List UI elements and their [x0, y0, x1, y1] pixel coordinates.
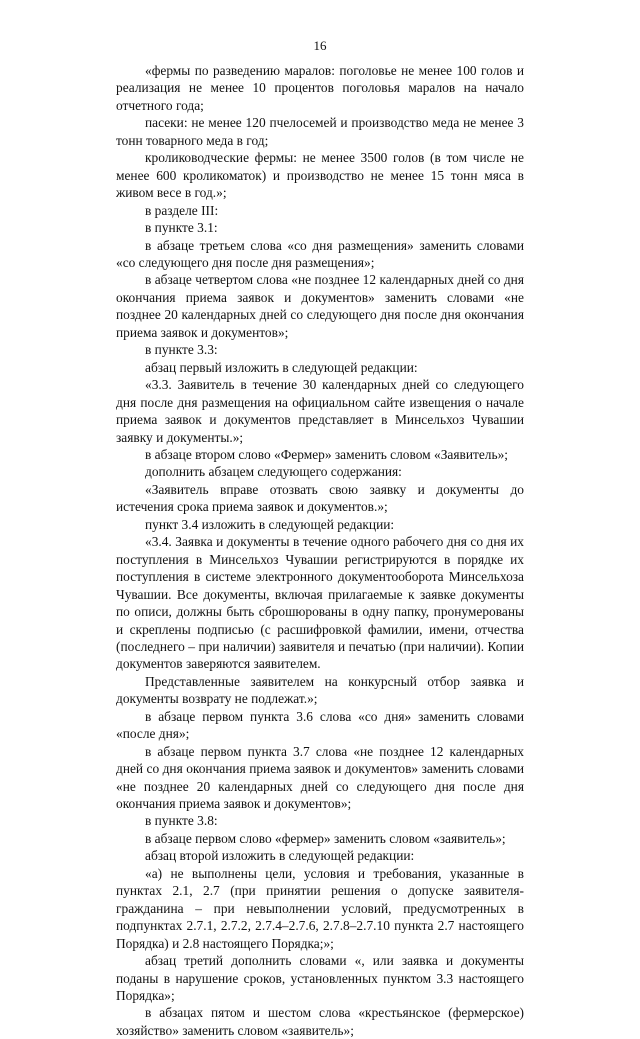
paragraph: «3.3. Заявитель в течение 30 календарных дней со следующего дня после дня размещения на официальном сайте извещения о начале приема заявок и документов представляет в Минсельхоз Чувашии заявку и документы.»; [116, 377, 524, 445]
paragraph: дополнить абзацем следующего содержания: [145, 464, 402, 480]
paragraph: «а) не выполнены цели, условия и требования, указанные в пунктах 2.1, 2.7 (при принятии решения о допуске заявителя-гражданина – при невыполнении условий, предусмотренных в подпунктах 2.7.1, 2.7.2, 2.7.4–2.7.6, 2.7.8–2.7.10 пункта 2.7 настоящего Порядка) и 2.8 настоящего Порядка;»; [116, 865, 524, 951]
paragraph: «3.4. Заявка и документы в течение одного рабочего дня со дня их поступления в Минсельхоз Чувашии регистрируются в порядке их поступления в системе электронного документооборота Минсельхоза Чувашии. Все документы, включая прилагаемые к заявке документы по описи, должны быть сброшюрованы в одну папку, пронумерованы и скреплены подписью (с расшифровкой фамилии, имени, отчества (последнего – при наличии) заявителя и печатью (при наличии). Копии документов заверяются заявителем. [116, 534, 524, 672]
paragraph: в абзаце первом пункта 3.6 слова «со дня» заменить словами «после дня»; [116, 708, 524, 742]
paragraph: в абзаце первом слово «фермер» заменить словом «заявитель»; [145, 830, 506, 846]
page-number: 16 [313, 38, 327, 53]
paragraph: в разделе III: [145, 202, 219, 218]
paragraph: абзац второй изложить в следующей редакции: [145, 848, 415, 864]
paragraph: в пункте 3.8: [145, 813, 218, 829]
paragraph: в абзаце третьем слова «со дня размещения» заменить словами «со следующего дня после дня размещения»; [116, 237, 524, 270]
paragraph: в абзаце четвертом слова «не позднее 12 календарных дней со дня окончания приема заявок и документов» заменить словами «не позднее 20 календарных дней со следующего дня после дня окончания приема заявок и документов»; [116, 272, 524, 340]
document-body [116, 62, 524, 1039]
paragraph: в пункте 3.3: [145, 342, 218, 358]
paragraph: в абзаце первом пункта 3.7 слова «не позднее 12 календарных дней со дня окончания приема заявок и документов» заменить словами «не позднее 20 календарных дней со следующего дня после дня окончания приема заявок и документов»; [116, 743, 524, 812]
paragraph: Представленные заявителем на конкурсный отбор заявка и документы возврату не подлежат.»; [116, 673, 524, 707]
paragraph: абзац первый изложить в следующей редакции: [145, 359, 418, 375]
paragraph: кролиководческие фермы: не менее 3500 голов (в том числе не менее 600 кроликоматок) и производство не менее 15 тонн мяса в живом весе в год.»; [116, 150, 524, 201]
paragraph: в абзаце втором слово «Фермер» заменить словом «Заявитель»; [145, 446, 508, 462]
paragraph: абзац третий дополнить словами «, или заявка и документы поданы в нарушение сроков, установленных пунктом 3.3 настоящего Порядка»; [116, 953, 524, 1004]
paragraph: в абзацах пятом и шестом слова «крестьянское (фермерское) хозяйство» заменить словом «заявитель»; [116, 1005, 524, 1038]
paragraph: «фермы по разведению маралов: поголовье не менее 100 голов и реализация не менее 10 процентов поголовья маралов на начало отчетного года; [116, 63, 524, 113]
paragraph: пункт 3.4 изложить в следующей редакции: [145, 516, 395, 532]
paragraph: в пункте 3.1: [145, 220, 218, 236]
paragraph: «Заявитель вправе отозвать свою заявку и документы до истечения срока приема заявок и документов.»; [116, 481, 524, 515]
paragraph: пасеки: не менее 120 пчелосемей и производство меда не менее 3 тонн товарного меда в год; [116, 115, 524, 148]
